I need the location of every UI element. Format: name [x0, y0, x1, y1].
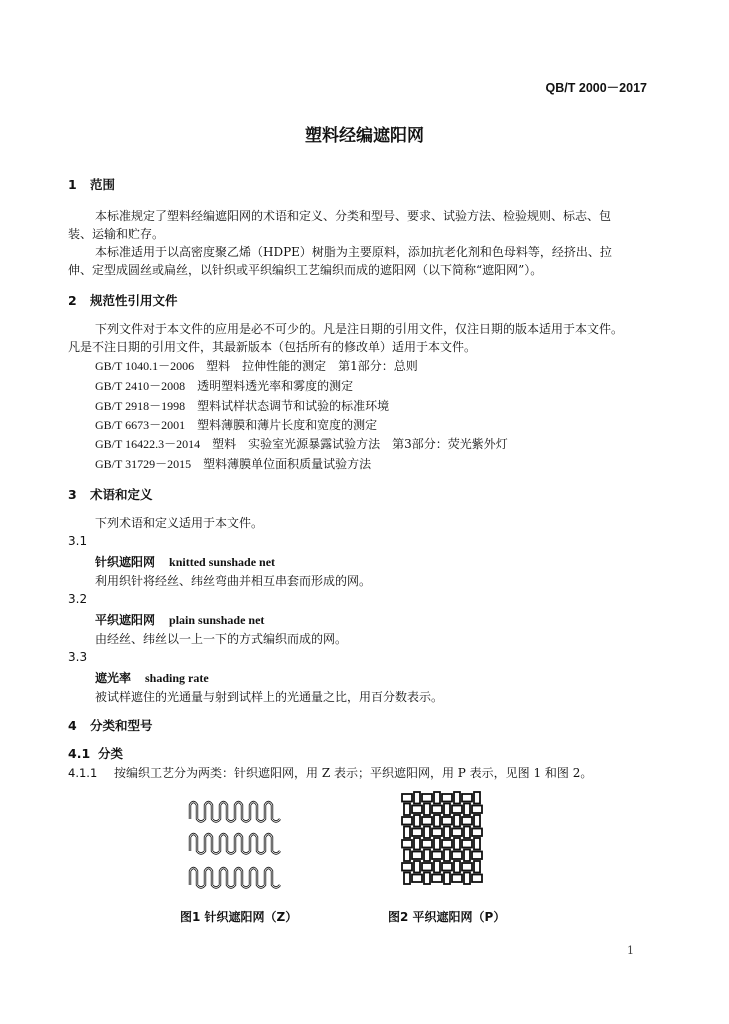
weave-strand	[414, 815, 420, 827]
reference-item	[95, 357, 418, 374]
weave-strand	[422, 840, 432, 848]
term-heading	[95, 669, 209, 686]
reference-code: GB/T 16422.3－2014	[95, 437, 201, 451]
weave-strand	[442, 817, 452, 825]
knit-loop-highlight	[190, 834, 280, 854]
weave-strand	[474, 792, 480, 804]
reference-code: GB/T 31729－2015	[95, 457, 192, 471]
knit-loop-highlight	[190, 868, 280, 888]
subsection-heading	[68, 744, 123, 762]
weave-strand	[464, 804, 470, 816]
weave-strand	[472, 875, 482, 883]
weave-strand	[452, 829, 462, 837]
weave-strand	[444, 873, 450, 885]
weave-strand	[444, 804, 450, 816]
term-number: 3.1	[68, 534, 88, 548]
weave-strand	[414, 838, 420, 850]
weave-strand	[444, 827, 450, 839]
paragraph-line: 本标准适用于以高密度聚乙烯（HDPE）树脂为主要原料，添加抗老化剂和色母料等，经挤出、拉	[95, 245, 612, 259]
weave-strand	[452, 852, 462, 860]
reference-item	[95, 416, 377, 433]
weave-strand	[424, 827, 430, 839]
reference-code: GB/T 2410－2008	[95, 379, 186, 393]
term-heading	[95, 611, 264, 628]
weave-strand	[442, 863, 452, 871]
term-definition: 由经丝、纬丝以一上一下的方式编织而成的网。	[95, 632, 348, 646]
weave-strand	[434, 815, 440, 827]
weave-strand	[414, 792, 420, 804]
section-title: 术语和定义	[90, 487, 153, 502]
reference-code: GB/T 6673－2001	[95, 418, 186, 432]
term-number: 3.2	[68, 592, 88, 606]
weave-strand	[462, 863, 472, 871]
figure-1-caption: 图1 针织遮阳网（Z）	[180, 910, 298, 924]
paragraph-line: 伸、定型成圆丝或扁丝，以针织或平织编织工艺编织而成的遮阳网（以下简称“遮阳网”）。	[68, 263, 543, 277]
section-title: 分类和型号	[90, 718, 153, 733]
page-number: 1	[627, 944, 634, 957]
weave-strand	[454, 838, 460, 850]
weave-strand	[424, 873, 430, 885]
weave-strand	[454, 792, 460, 804]
reference-title: 塑料 实验室光源暴露试验方法 第3部分：荧光紫外灯	[212, 437, 508, 451]
paragraph-line: 装、运输和贮存。	[68, 227, 165, 241]
term-english: plain sunshade net	[169, 613, 265, 627]
section-number: 2	[68, 293, 77, 308]
weave-strand	[414, 861, 420, 873]
reference-item	[95, 435, 508, 452]
weave-strand	[424, 804, 430, 816]
reference-title: 塑料薄膜单位面积质量试验方法	[203, 457, 372, 471]
paragraph-line: 下列文件对于本文件的应用是必不可少的。凡是注日期的引用文件，仅注日期的版本适用于本文件。	[95, 322, 624, 336]
subsection-title: 分类	[98, 746, 124, 761]
document-title: 塑料经编遮阳网	[305, 126, 424, 146]
weave-strand	[432, 875, 442, 883]
weave-strand	[404, 850, 410, 862]
weave-strand	[462, 840, 472, 848]
knit-loop-highlight	[190, 802, 280, 822]
weave-strand	[404, 827, 410, 839]
weave-strand	[424, 850, 430, 862]
term-definition: 被试样遮住的光通量与射到试样上的光通量之比，用百分数表示。	[95, 690, 444, 704]
clause-text: 按编织工艺分为两类：针织遮阳网，用 Z 表示；平织遮阳网，用 P 表示，见图 1 和图 2。	[114, 766, 593, 780]
weave-strand	[442, 840, 452, 848]
term-number: 3.3	[68, 650, 88, 664]
weave-strand	[452, 806, 462, 814]
weave-strand	[464, 827, 470, 839]
weave-strand	[472, 852, 482, 860]
weave-strand	[472, 806, 482, 814]
weave-strand	[432, 829, 442, 837]
weave-strand	[432, 852, 442, 860]
weave-strand	[402, 817, 412, 825]
term-definition: 利用织针将经丝、纬丝弯曲并相互串套而形成的网。	[95, 574, 372, 588]
section-3-heading	[68, 485, 153, 503]
section-number: 1	[68, 177, 77, 192]
weave-strand	[474, 815, 480, 827]
weave-strand	[434, 861, 440, 873]
weave-strand	[412, 806, 422, 814]
weave-strand	[422, 817, 432, 825]
reference-item	[95, 455, 371, 472]
weave-strand	[464, 850, 470, 862]
reference-title: 塑料薄膜和薄片长度和宽度的测定	[197, 418, 378, 432]
figure-2-caption: 图2 平织遮阳网（P）	[388, 910, 506, 924]
weave-strand	[454, 815, 460, 827]
reference-item	[95, 377, 353, 394]
weave-strand	[434, 792, 440, 804]
weave-strand	[472, 829, 482, 837]
weave-strand	[412, 875, 422, 883]
paragraph-line: 本标准规定了塑料经编遮阳网的术语和定义、分类和型号、要求、试验方法、检验规则、标志、包	[95, 209, 612, 223]
section-title: 范围	[90, 177, 116, 192]
weave-strand	[402, 794, 412, 802]
section-title: 规范性引用文件	[90, 293, 178, 308]
term-english: knitted sunshade net	[169, 555, 276, 569]
term-english: shading rate	[145, 671, 209, 685]
reference-title: 透明塑料透光率和雾度的测定	[197, 379, 354, 393]
weave-strand	[432, 806, 442, 814]
weave-strand	[404, 873, 410, 885]
weave-strand	[462, 817, 472, 825]
term-chinese: 遮光率	[95, 671, 132, 685]
weave-strand	[442, 794, 452, 802]
weave-strand	[404, 804, 410, 816]
reference-title: 塑料 拉伸性能的测定 第1部分：总则	[206, 359, 418, 373]
weave-strand	[474, 861, 480, 873]
clause-number: 4.1.1	[68, 766, 98, 780]
reference-code: GB/T 1040.1－2006	[95, 359, 195, 373]
weave-strand	[474, 838, 480, 850]
weave-strand	[412, 852, 422, 860]
weave-strand	[454, 861, 460, 873]
section-4-heading	[68, 716, 153, 734]
weave-strand	[402, 863, 412, 871]
weave-strand	[422, 794, 432, 802]
plain-woven-net-figure	[399, 790, 485, 886]
section-2-heading	[68, 291, 178, 309]
weave-strand	[434, 838, 440, 850]
weave-strand	[444, 850, 450, 862]
reference-code: GB/T 2918－1998	[95, 399, 186, 413]
weave-strand	[464, 873, 470, 885]
section-1-heading	[68, 175, 115, 193]
clause-line	[68, 764, 592, 781]
reference-title: 塑料试样状态调节和试验的标准环境	[197, 399, 390, 413]
paragraph-line: 凡是不注日期的引用文件，其最新版本（包括所有的修改单）适用于本文件。	[68, 340, 477, 354]
weave-strand	[402, 840, 412, 848]
weave-strand	[422, 863, 432, 871]
knitted-net-figure	[188, 793, 284, 889]
weave-strand	[412, 829, 422, 837]
paragraph-line: 下列术语和定义适用于本文件。	[95, 516, 264, 530]
term-heading	[95, 553, 275, 570]
weave-strand	[462, 794, 472, 802]
standard-number: QB/T 2000－2017	[545, 81, 647, 95]
reference-item	[95, 397, 389, 414]
term-chinese: 针织遮阳网	[95, 555, 156, 569]
section-number: 4	[68, 718, 77, 733]
subsection-number: 4.1	[68, 746, 91, 761]
section-number: 3	[68, 487, 77, 502]
term-chinese: 平织遮阳网	[95, 613, 156, 627]
weave-strand	[452, 875, 462, 883]
